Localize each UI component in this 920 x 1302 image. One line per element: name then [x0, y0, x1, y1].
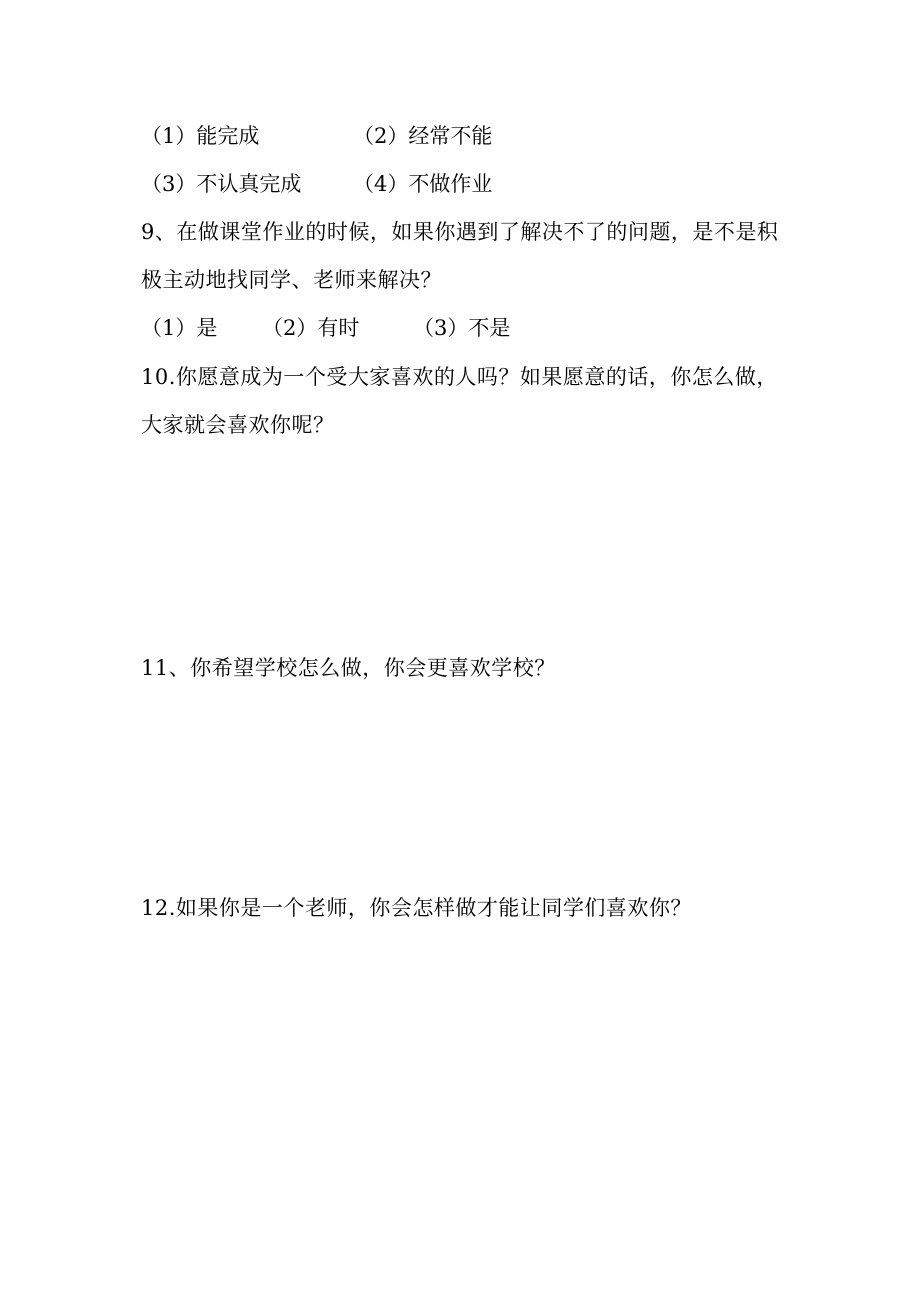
q11-text-line-1: 11、你希望学校怎么做，你会更喜欢学校？	[141, 656, 556, 680]
q9-text-line-2: 极主动地找同学、老师来解决？	[141, 268, 442, 292]
q8-option-1: （1）能完成	[141, 124, 260, 148]
q8-option-2: （2）经常不能	[353, 124, 493, 148]
q12-text-line-1: 12.如果你是一个老师，你会怎样做才能让同学们喜欢你？	[141, 896, 692, 920]
q9-option-1: （1）是	[141, 316, 218, 340]
q8-option-3: （3）不认真完成	[141, 172, 302, 196]
q10-text-line-1: 10.你愿意成为一个受大家喜欢的人吗？如果愿意的话，你怎么做，	[141, 365, 778, 389]
q9-option-3: （3）不是	[413, 316, 511, 340]
q9-option-2: （2）有时	[262, 316, 360, 340]
q8-option-4: （4）不做作业	[353, 172, 493, 196]
q9-text-line-1: 9、在做课堂作业的时候，如果你遇到了解决不了的问题，是不是积	[141, 220, 779, 244]
q10-text-line-2: 大家就会喜欢你呢？	[141, 413, 335, 437]
